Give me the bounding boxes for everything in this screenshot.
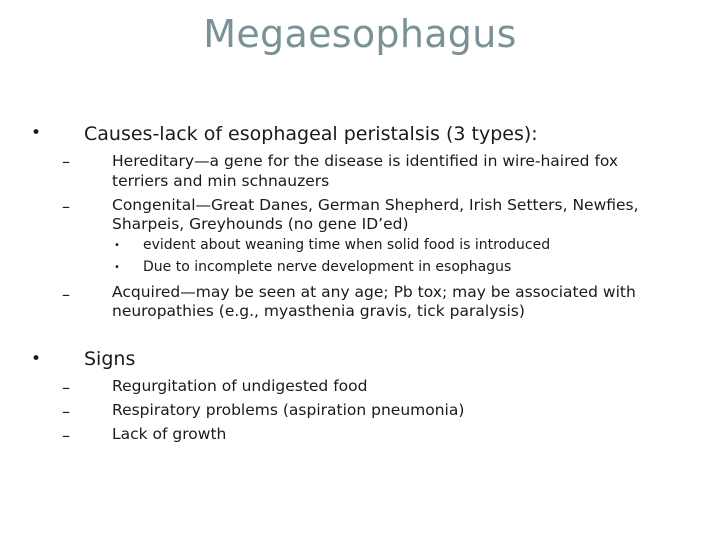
signs-item: Lack of growth xyxy=(112,425,227,443)
congenital-dash: – xyxy=(62,197,70,216)
causes-bullet: • xyxy=(31,123,42,143)
slide-title: Megaesophagus xyxy=(203,12,517,56)
signs-item-dash: – xyxy=(62,378,70,397)
hereditary-line1: Hereditary—a gene for the disease is identified in wire-haired fox xyxy=(112,152,619,170)
signs-bullet: • xyxy=(31,349,42,369)
acquired-line1: Acquired—may be seen at any age; Pb tox; may be associated with xyxy=(112,283,636,301)
signs-item-dash: – xyxy=(62,402,70,421)
hereditary-line2: terriers and min schnauzers xyxy=(112,172,330,190)
acquired-line2: neuropathies (e.g., myasthenia gravis, tick paralysis) xyxy=(112,302,525,320)
hereditary-dash: – xyxy=(62,152,70,171)
signs-item: Respiratory problems (aspiration pneumonia) xyxy=(112,401,465,419)
congenital-subitem: Due to incomplete nerve development in esophagus xyxy=(143,259,512,275)
congenital-subitem: evident about weaning time when solid food is introduced xyxy=(143,237,551,253)
signs-item: Regurgitation of undigested food xyxy=(112,377,368,395)
acquired-dash: – xyxy=(62,285,70,304)
signs-heading: Signs xyxy=(84,348,136,370)
congenital-subitem-dot: • xyxy=(114,262,120,273)
congenital-line2: Sharpeis, Greyhounds (no gene ID’ed) xyxy=(112,215,409,233)
congenital-line1: Congenital—Great Danes, German Shepherd, Irish Setters, Newfies, xyxy=(112,196,639,214)
congenital-subitem-dot: • xyxy=(114,240,120,251)
causes-heading: Causes-lack of esophageal peristalsis (3 types): xyxy=(84,123,538,145)
signs-item-dash: – xyxy=(62,426,70,445)
